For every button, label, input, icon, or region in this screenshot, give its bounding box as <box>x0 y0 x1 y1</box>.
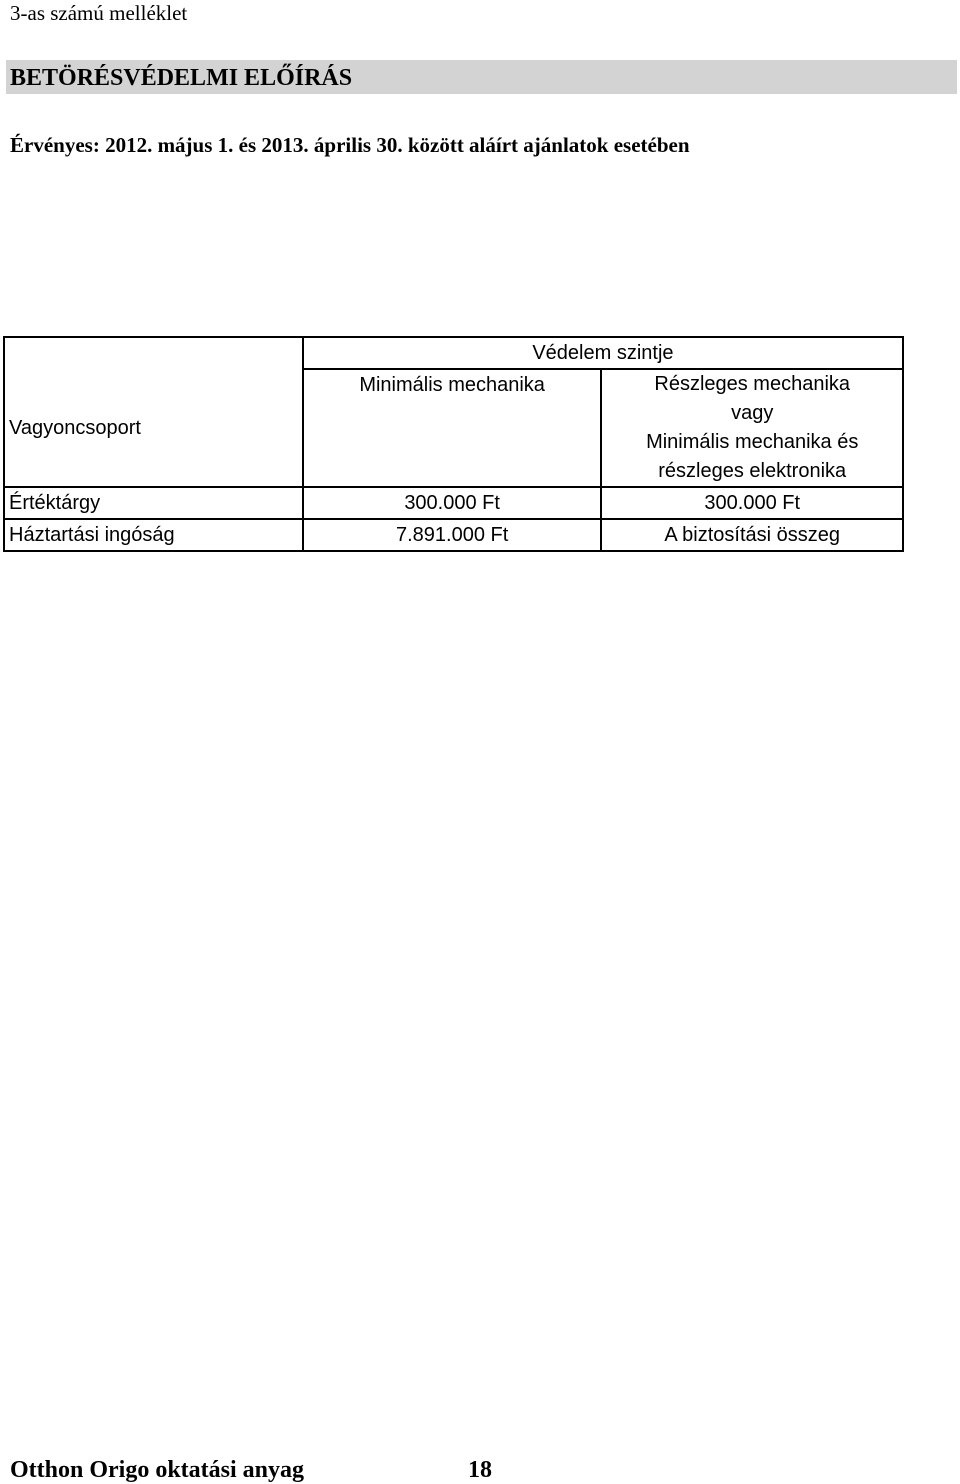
col-partial-line-4: részleges elektronika <box>658 460 847 482</box>
col-min-header <box>303 369 602 487</box>
row-min-value: 300.000 Ft <box>303 487 602 519</box>
col-partial-line-2: vagy <box>731 402 774 424</box>
row-partial-value: 300.000 Ft <box>601 487 903 519</box>
protection-table <box>3 336 904 552</box>
row-partial-value: A biztosítási összeg <box>601 519 903 551</box>
col-partial-line-1: Részleges mechanika <box>654 373 851 395</box>
row-label: Értéktárgy <box>4 487 303 519</box>
col-min-label: Minimális mechanika <box>359 374 545 396</box>
footer-text: Otthon Origo oktatási anyag <box>10 1457 305 1483</box>
table-row <box>4 519 903 551</box>
group-header: Védelem szintje <box>303 337 903 369</box>
row-header-cell <box>4 369 303 487</box>
row-min-value: 7.891.000 Ft <box>303 519 602 551</box>
title-band <box>6 60 957 94</box>
table-header-row-1 <box>4 337 903 369</box>
table-row <box>4 487 903 519</box>
row-header: Vagyoncsoport <box>9 416 141 439</box>
col-partial-line-3: Minimális mechanika és <box>646 431 859 453</box>
row-label: Háztartási ingóság <box>4 519 303 551</box>
vagyoncsoport-top-cell <box>4 337 303 369</box>
annex-label: 3-as számú melléklet <box>10 1 188 25</box>
document-title: BETÖRÉSVÉDELMI ELŐÍRÁS <box>10 65 353 91</box>
validity-text: Érvényes: 2012. május 1. és 2013. április 30. között aláírt ajánlatok esetében <box>10 133 690 157</box>
col-partial-header <box>601 369 903 487</box>
table-header-row-2 <box>4 369 903 487</box>
page-number: 18 <box>468 1457 492 1483</box>
